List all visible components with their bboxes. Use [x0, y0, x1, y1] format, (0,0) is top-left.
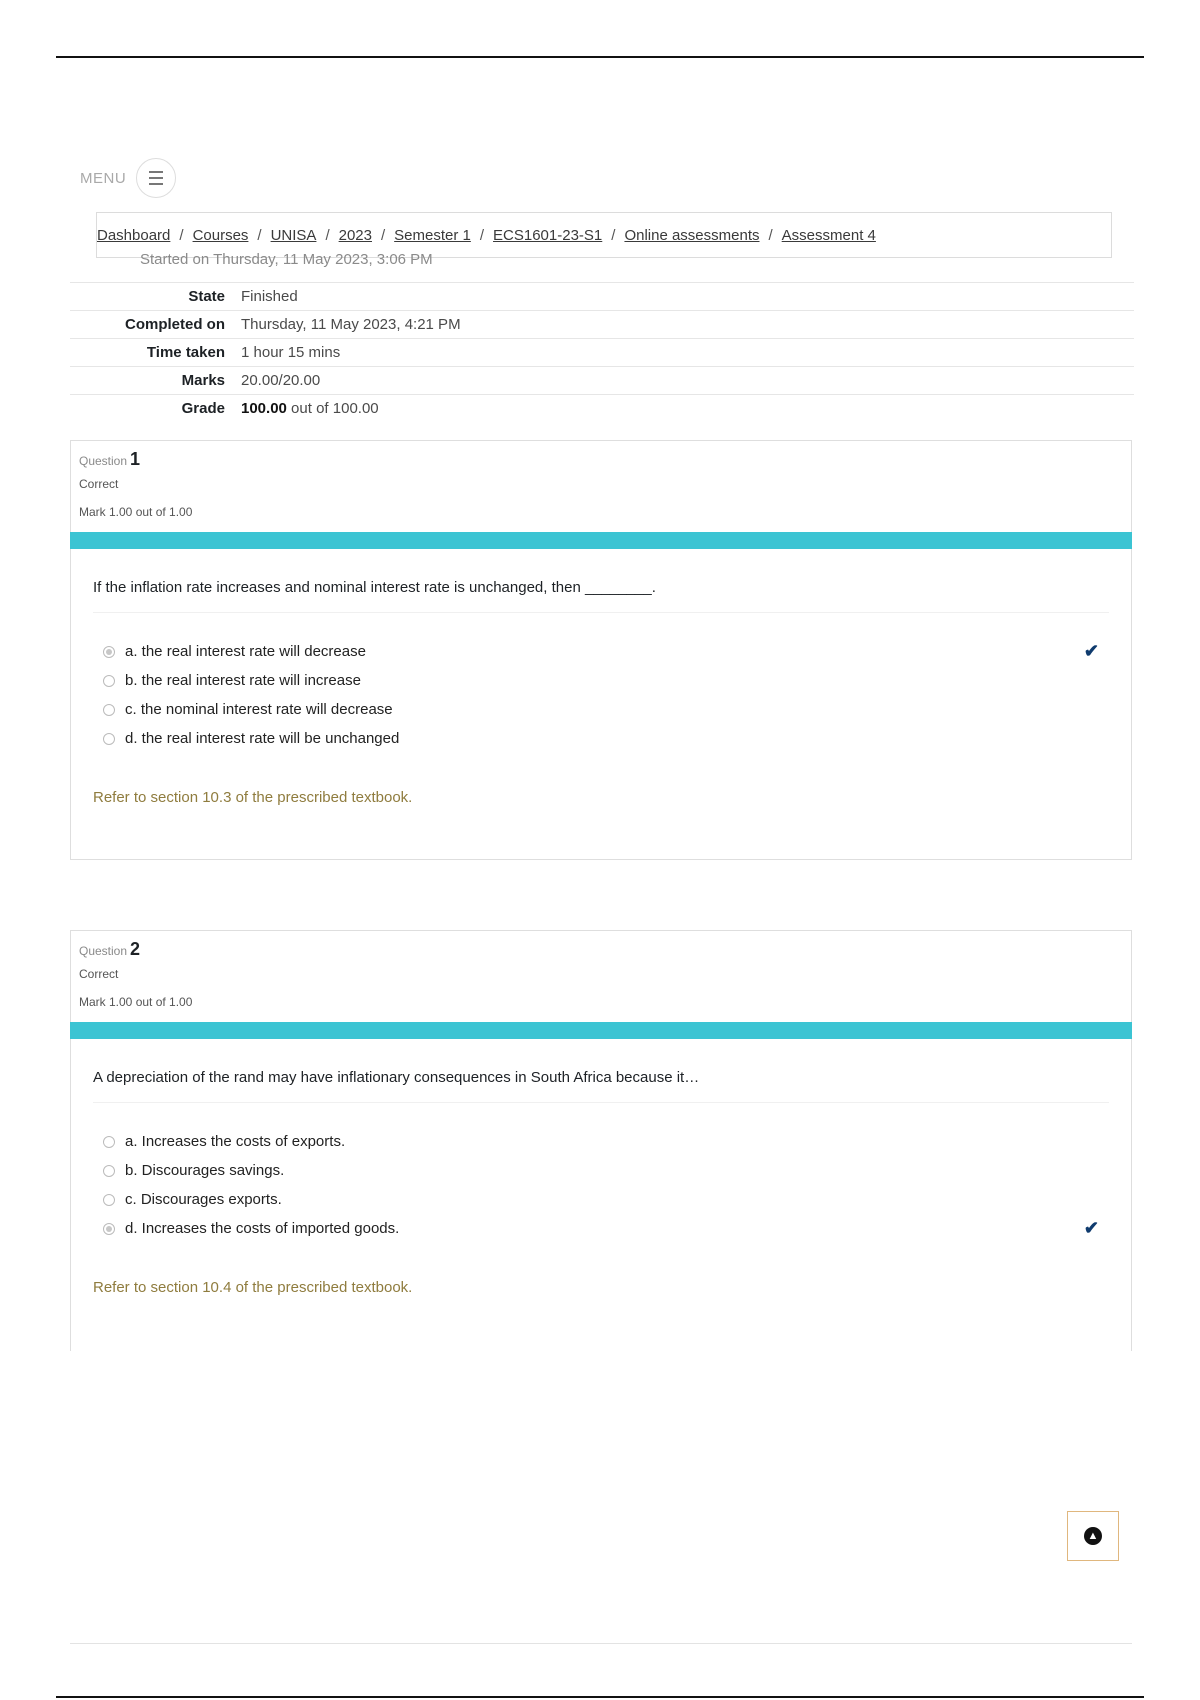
breadcrumb-unisa[interactable]: UNISA [270, 226, 317, 244]
question-mark: Mark 1.00 out of 1.00 [79, 995, 193, 1009]
radio-button[interactable] [103, 733, 115, 745]
question-2 [70, 930, 1132, 1351]
footer-divider [70, 1643, 1132, 1644]
question-number: Question 2 [79, 939, 141, 959]
chevron-up-circle-icon: ▲ [1084, 1527, 1102, 1545]
answer-option[interactable]: c. the nominal interest rate will decrease [103, 695, 1099, 724]
page-bottom-rule [56, 1696, 1144, 1698]
checkmark-icon: ✔ [1083, 641, 1099, 661]
radio-button-selected[interactable] [103, 646, 115, 658]
radio-button[interactable] [103, 704, 115, 716]
question-text: If the inflation rate increases and nominal interest rate is unchanged, then ________. [93, 579, 1109, 613]
radio-button[interactable] [103, 1165, 115, 1177]
question-feedback: Refer to section 10.3 of the prescribed textbook. [93, 789, 413, 806]
summary-row-marks: Marks 20.00/20.00 [70, 367, 1134, 395]
breadcrumb: Dashboard / Courses / UNISA / 2023 / Semester 1 / ECS1601-23-S1 / Online assessments / Assessment 4 [96, 212, 1112, 258]
radio-button[interactable] [103, 675, 115, 687]
question-state: Correct [79, 967, 119, 981]
summary-row-started-on: Started on Thursday, 11 May 2023, 3:06 PM [70, 260, 1134, 283]
attempt-summary-table [70, 251, 1134, 422]
answer-list [93, 1103, 1109, 1243]
answer-option[interactable]: b. the real interest rate will increase [103, 666, 1099, 695]
answer-option[interactable]: c. Discourages exports. [103, 1185, 1099, 1214]
page-top-rule [56, 56, 1144, 58]
back-to-top-button[interactable] [1067, 1511, 1119, 1561]
answer-option[interactable]: d. the real interest rate will be unchanged [103, 724, 1099, 753]
summary-row-completed-on: Completed on Thursday, 11 May 2023, 4:21 PM [70, 311, 1134, 339]
breadcrumb-courses[interactable]: Courses [192, 226, 249, 244]
breadcrumb-course[interactable]: ECS1601-23-S1 [493, 226, 603, 244]
question-number: Question 1 [79, 449, 141, 469]
answer-option[interactable]: a. the real interest rate will decrease ✔ [103, 637, 1099, 666]
hamburger-icon[interactable] [136, 158, 176, 198]
question-state: Correct [79, 477, 119, 491]
radio-button-selected[interactable] [103, 1223, 115, 1235]
answer-option[interactable]: d. Increases the costs of imported goods. ✔ [103, 1214, 1099, 1243]
breadcrumb-online-assessments[interactable]: Online assessments [624, 226, 760, 244]
breadcrumb-assessment[interactable]: Assessment 4 [781, 226, 876, 244]
answer-option[interactable]: b. Discourages savings. [103, 1156, 1099, 1185]
answer-option[interactable]: a. Increases the costs of exports. [103, 1127, 1099, 1156]
breadcrumb-dashboard[interactable]: Dashboard [97, 226, 171, 244]
radio-button[interactable] [103, 1136, 115, 1148]
checkmark-icon: ✔ [1083, 1218, 1099, 1238]
radio-button[interactable] [103, 1194, 115, 1206]
breadcrumb-semester[interactable]: Semester 1 [394, 226, 471, 244]
summary-row-time-taken: Time taken 1 hour 15 mins [70, 339, 1134, 367]
question-accent-bar [70, 1022, 1132, 1039]
question-feedback: Refer to section 10.4 of the prescribed textbook. [93, 1279, 413, 1296]
menu-toggle[interactable] [80, 158, 176, 198]
question-1 [70, 440, 1132, 860]
question-accent-bar [70, 532, 1132, 549]
question-mark: Mark 1.00 out of 1.00 [79, 505, 193, 519]
summary-row-grade: Grade 100.00 out of 100.00 [181, 400, 379, 417]
question-info [71, 441, 1131, 532]
answer-list [93, 613, 1109, 753]
summary-row-state: State Finished [70, 283, 1134, 311]
question-text: A depreciation of the rand may have inflationary consequences in South Africa because it… [93, 1069, 1109, 1103]
question-info [71, 931, 1131, 1022]
breadcrumb-year[interactable]: 2023 [338, 226, 372, 244]
menu-label: MENU [80, 169, 127, 187]
